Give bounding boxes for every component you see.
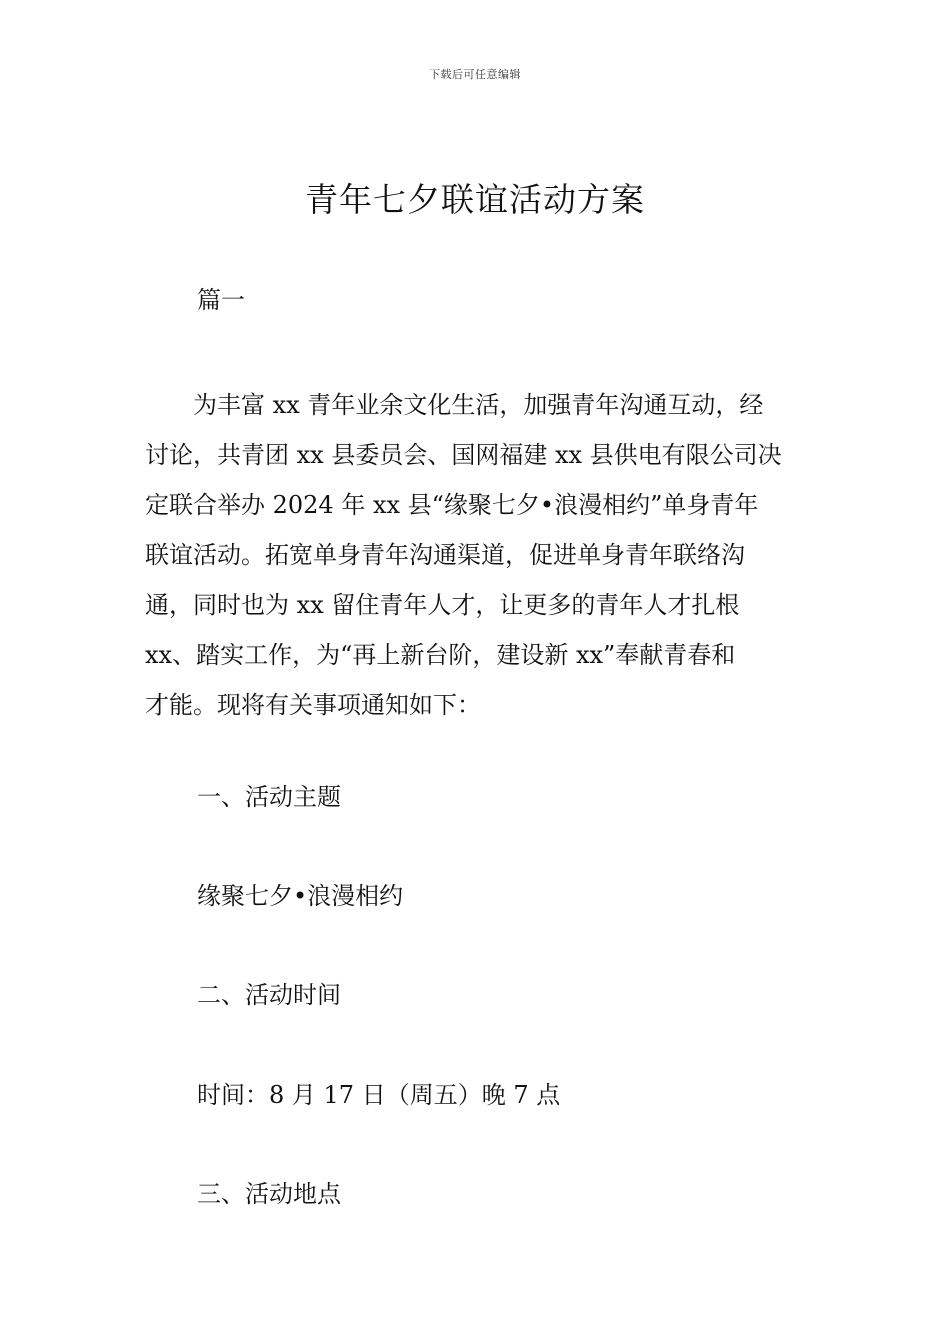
section-label: 篇一 xyxy=(197,286,245,314)
theme-heading: 一、活动主题 xyxy=(197,783,341,811)
time-heading: 二、活动时间 xyxy=(197,981,341,1009)
intro-line: 才能。现将有关事项通知如下： xyxy=(145,691,481,719)
document-title: 青年七夕联谊活动方案 xyxy=(305,180,645,219)
intro-line: 通，同时也为 xx 留住青年人才，让更多的青年人才扎根 xyxy=(145,591,740,619)
theme-text: 缘聚七夕•浪漫相约 xyxy=(197,882,404,910)
intro-paragraph xyxy=(145,380,807,730)
time-text: 时间：8 月 17 日（周五）晚 7 点 xyxy=(197,1081,561,1109)
place-heading: 三、活动地点 xyxy=(197,1180,341,1208)
header-note: 下载后可任意编辑 xyxy=(429,68,521,81)
intro-line: 定联合举办 2024 年 xx 县“缘聚七夕•浪漫相约”单身青年 xyxy=(145,491,759,519)
intro-line: xx、踏实工作，为“再上新台阶，建设新 xx”奉献青春和 xyxy=(145,641,736,669)
intro-line: 讨论，共青团 xx 县委员会、国网福建 xx 县供电有限公司决 xyxy=(145,441,782,469)
intro-line: 为丰富 xx 青年业余文化生活，加强青年沟通互动，经 xyxy=(145,391,764,419)
intro-line: 联谊活动。拓宽单身青年沟通渠道，促进单身青年联络沟 xyxy=(145,541,745,569)
